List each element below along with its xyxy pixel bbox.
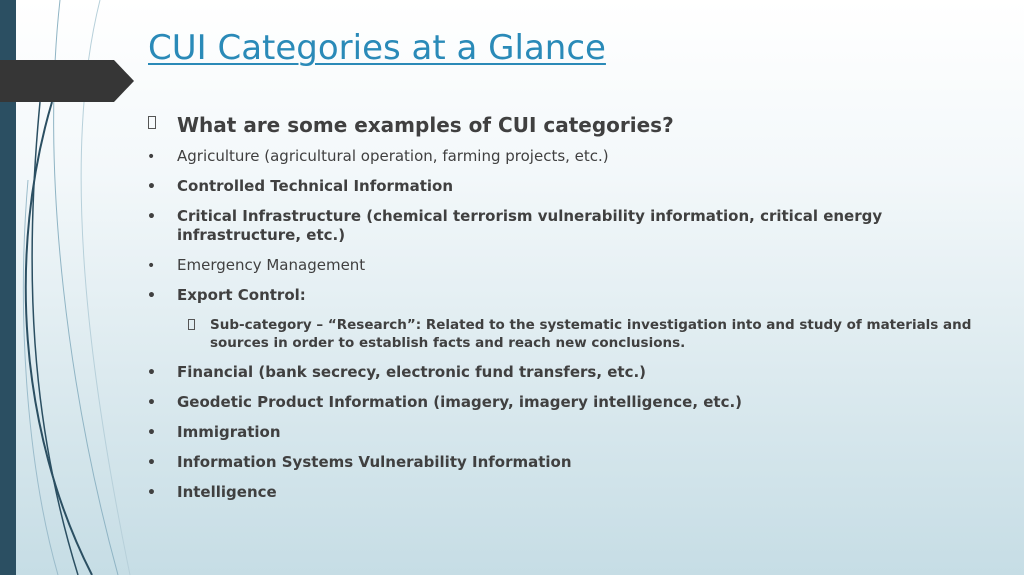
list-item: • Controlled Technical Information (147, 177, 453, 195)
bullet-icon: • (147, 288, 156, 304)
bullet-icon: • (147, 485, 156, 501)
list-item: • Export Control: (147, 286, 306, 304)
square-bullet-icon (188, 319, 195, 330)
list-item: • Information Systems Vulnerability Information (147, 453, 572, 471)
sub-list-item: Sub-category – “Research”: Related to the systematic investigation into and study of materials and sources in order to establish facts and reach new conclusions. (145, 316, 1005, 352)
list-item: • Intelligence (147, 483, 277, 501)
question-heading: What are some examples of CUI categories? (145, 112, 1005, 138)
slide-title: CUI Categories at a Glance (148, 28, 606, 68)
slide-content (145, 112, 1005, 513)
list-item: • Agriculture (agricultural operation, farming projects, etc.) (147, 147, 609, 165)
list-item: • Geodetic Product Information (imagery, imagery intelligence, etc.) (147, 393, 743, 411)
list-item: • Immigration (147, 423, 281, 441)
bullet-icon: • (147, 365, 156, 381)
bullet-icon: • (147, 395, 156, 411)
list-item: • Emergency Management (147, 256, 366, 274)
bullet-icon: • (147, 425, 156, 441)
list-item: • Critical Infrastructure (chemical terrorism vulnerability information, critical energy infrastructure, etc.) (147, 207, 883, 244)
bullet-icon: • (147, 179, 156, 195)
square-bullet-icon (148, 116, 156, 129)
list-item: • Financial (bank secrecy, electronic fund transfers, etc.) (147, 363, 647, 381)
bullet-icon: • (147, 455, 156, 471)
bullet-icon: • (147, 258, 156, 274)
title-tab-shape (0, 60, 134, 102)
bullet-icon: • (147, 209, 156, 225)
bullet-icon: • (147, 149, 156, 165)
